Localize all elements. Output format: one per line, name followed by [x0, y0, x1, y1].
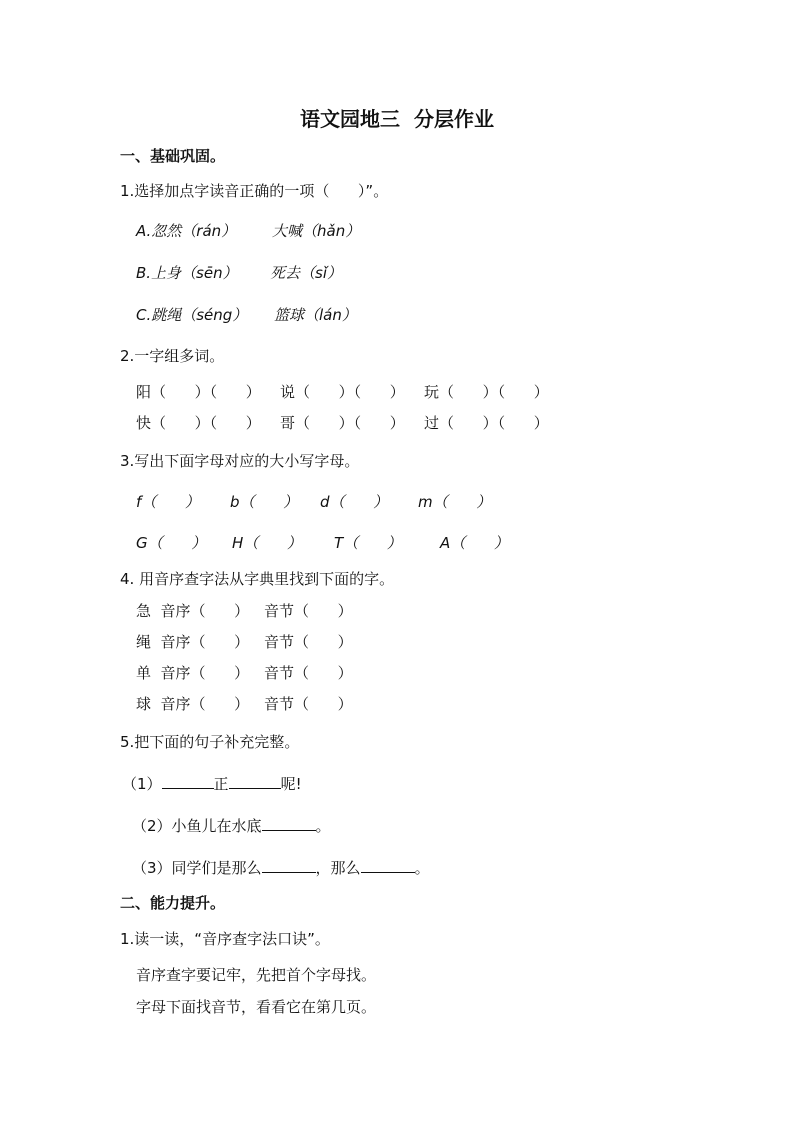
answer-blank[interactable]: [162, 773, 214, 789]
page-title: 语文园地三 分层作业: [300, 107, 494, 131]
q3-letter-T: T（ ）: [334, 534, 402, 552]
q2-item-yang: 阳（ ）（ ）: [136, 383, 261, 401]
sentence-1-number: （1）: [122, 775, 162, 793]
answer-blank[interactable]: [262, 815, 316, 831]
q1-option-b-word1: B.上身（sēn）: [136, 264, 238, 282]
q4-ji-yinjie: 音节（ ）: [264, 602, 353, 620]
q1-option-c-word2: 篮球（lán）: [274, 306, 357, 324]
question-3-stem: 3.写出下面字母对应的大小写字母。: [120, 452, 360, 470]
q4-sheng-yinjie: 音节（ ）: [264, 633, 353, 651]
q3-letter-b: b（ ）: [230, 493, 299, 511]
q2-item-wan: 玩（ ）（ ）: [424, 383, 549, 401]
q3-letter-H: H（ ）: [232, 534, 302, 552]
sentence-3-end: 。: [414, 859, 430, 877]
q1-option-b-word2: 死去（sǐ）: [270, 264, 342, 282]
q4-qiu-yinjie: 音节（ ）: [264, 695, 353, 713]
section-heading-ability: 二、能力提升。: [120, 894, 226, 912]
question-5-stem: 5.把下面的句子补充完整。: [120, 733, 300, 751]
q3-letter-G: G（ ）: [136, 534, 207, 552]
q2-item-guo: 过（ ）（ ）: [424, 414, 549, 432]
q1-option-a-word2: 大喊（hǎn）: [272, 222, 361, 240]
answer-blank[interactable]: [361, 857, 415, 873]
sentence-2-text: （2）小鱼儿在水底: [132, 817, 262, 835]
q5-sentence-1: [122, 773, 302, 794]
answer-blank[interactable]: [229, 773, 281, 789]
q4-ji-yinxu: 急 音序（ ）: [136, 602, 250, 620]
q1-option-a-word1: A.忽然（rán）: [136, 222, 237, 240]
q3-letter-m: m（ ）: [418, 493, 492, 511]
mnemonic-line-2: 字母下面找音节，看看它在第几页。: [136, 998, 377, 1016]
q3-letter-f: f（ ）: [136, 493, 200, 511]
sentence-3-text: （3）同学们是那么: [132, 859, 262, 877]
question-4-stem: 4. 用音序查字法从字典里找到下面的字。: [120, 570, 395, 588]
section-heading-basic: 一、基础巩固。: [120, 147, 226, 165]
sentence-3-mid: ，那么: [315, 859, 361, 877]
q5-sentence-3: [132, 857, 430, 878]
sentence-1-end: 呢!: [280, 775, 302, 793]
answer-blank[interactable]: [262, 857, 316, 873]
q2-item-kuai: 快（ ）（ ）: [136, 414, 261, 432]
q2-item-ge: 哥（ ）（ ）: [280, 414, 405, 432]
mnemonic-line-1: 音序查字要记牢，先把首个字母找。: [136, 966, 377, 984]
sentence-2-end: 。: [315, 817, 331, 835]
part2-question-1-stem: 1.读一读，“音序查字法口诀”。: [120, 930, 330, 948]
q1-option-c-word1: C.跳绳（séng）: [136, 306, 248, 324]
q3-letter-d: d（ ）: [320, 493, 389, 511]
q2-item-shuo: 说（ ）（ ）: [280, 383, 405, 401]
q4-dan-yinxu: 单 音序（ ）: [136, 664, 250, 682]
q4-sheng-yinxu: 绳 音序（ ）: [136, 633, 250, 651]
sentence-1-word: 正: [213, 775, 229, 793]
q4-qiu-yinxu: 球 音序（ ）: [136, 695, 250, 713]
q4-dan-yinjie: 音节（ ）: [264, 664, 353, 682]
question-2-stem: 2.一字组多词。: [120, 347, 225, 365]
q5-sentence-2: [132, 815, 331, 836]
question-1-stem: 1.选择加点字读音正确的一项（ ）”。: [120, 182, 389, 200]
q3-letter-A: A（ ）: [440, 534, 509, 552]
